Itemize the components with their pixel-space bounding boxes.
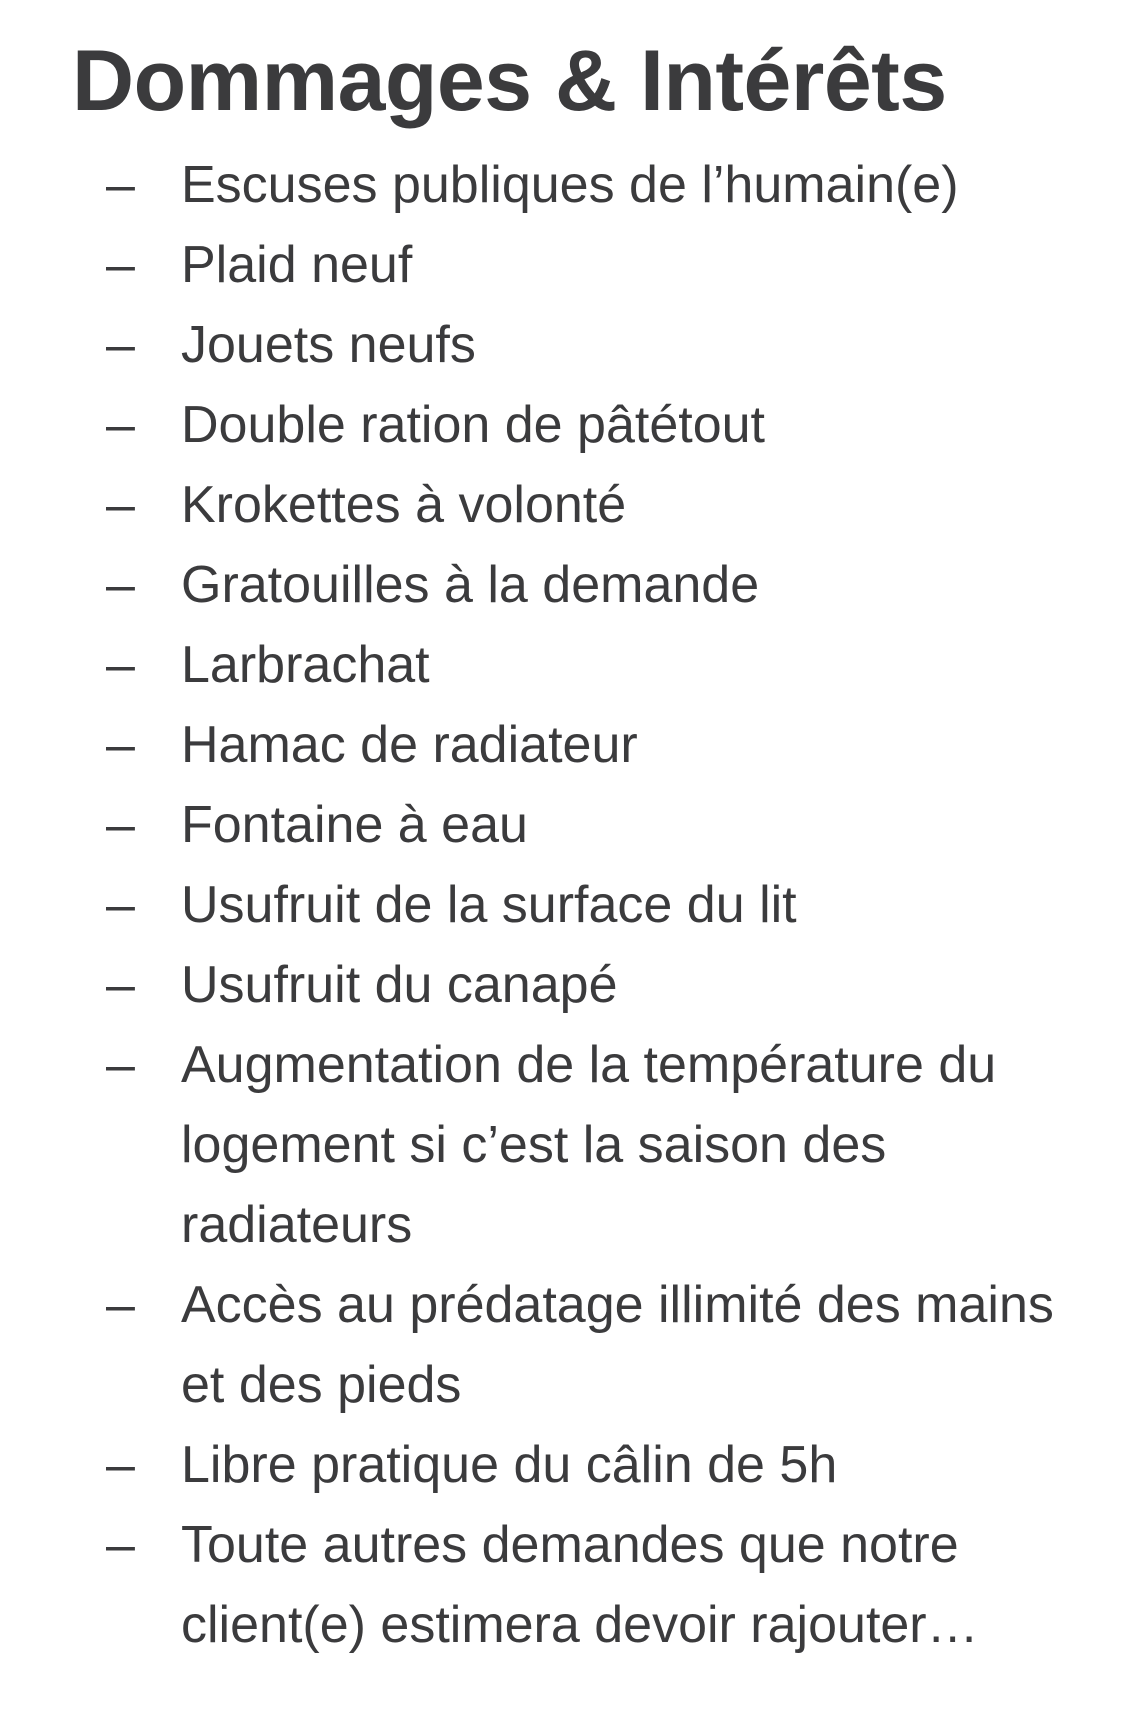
list-item-text: Gratouilles à la demande <box>181 556 760 614</box>
dash-bullet-icon: – <box>106 316 135 374</box>
dash-bullet-icon: – <box>106 716 135 774</box>
list-item <box>0 705 1125 785</box>
list-item <box>0 545 1125 625</box>
dash-bullet-icon: – <box>106 396 135 454</box>
dash-bullet-icon: – <box>106 636 135 694</box>
damages-list <box>0 145 1125 1665</box>
list-item-text: Krokettes à volonté <box>181 476 627 534</box>
list-item <box>0 385 1125 465</box>
list-item <box>0 145 1125 225</box>
list-item <box>0 945 1125 1025</box>
dash-bullet-icon: – <box>106 876 135 934</box>
dash-bullet-icon: – <box>106 956 135 1014</box>
list-item <box>0 465 1125 545</box>
list-item <box>0 785 1125 865</box>
list-item <box>0 1265 1125 1425</box>
list-item-text: Augmentation de la température du logement si c’est la saison des radiateurs <box>181 1036 997 1254</box>
list-item-text: Accès au prédatage illimité des mains et des pieds <box>181 1276 1054 1414</box>
dash-bullet-icon: – <box>106 236 135 294</box>
dash-bullet-icon: – <box>106 1276 135 1334</box>
dash-bullet-icon: – <box>106 1516 135 1574</box>
list-item-text: Libre pratique du câlin de 5h <box>181 1436 838 1494</box>
list-item <box>0 1505 1125 1665</box>
list-item <box>0 225 1125 305</box>
list-item-text: Jouets neufs <box>181 316 476 374</box>
list-item-text: Fontaine à eau <box>181 796 528 854</box>
dash-bullet-icon: – <box>106 556 135 614</box>
list-item-text: Hamac de radiateur <box>181 716 638 774</box>
dash-bullet-icon: – <box>106 156 135 214</box>
list-item-text: Usufruit de la surface du lit <box>181 876 797 934</box>
list-item <box>0 1025 1125 1265</box>
list-item <box>0 1425 1125 1505</box>
list-item-text: Plaid neuf <box>181 236 413 294</box>
page-title: Dommages & Intérêts <box>72 33 947 129</box>
dash-bullet-icon: – <box>106 1036 135 1094</box>
list-item-text: Escuses publiques de l’humain(e) <box>181 156 959 214</box>
list-item-text: Larbrachat <box>181 636 430 694</box>
list-item <box>0 865 1125 945</box>
list-item-text: Double ration de pâtétout <box>181 396 765 454</box>
dash-bullet-icon: – <box>106 1436 135 1494</box>
list-item-text: Usufruit du canapé <box>181 956 618 1014</box>
dash-bullet-icon: – <box>106 476 135 534</box>
dash-bullet-icon: – <box>106 796 135 854</box>
list-item <box>0 625 1125 705</box>
list-item <box>0 305 1125 385</box>
list-item-text: Toute autres demandes que notre client(e) estimera devoir rajouter… <box>181 1516 979 1654</box>
